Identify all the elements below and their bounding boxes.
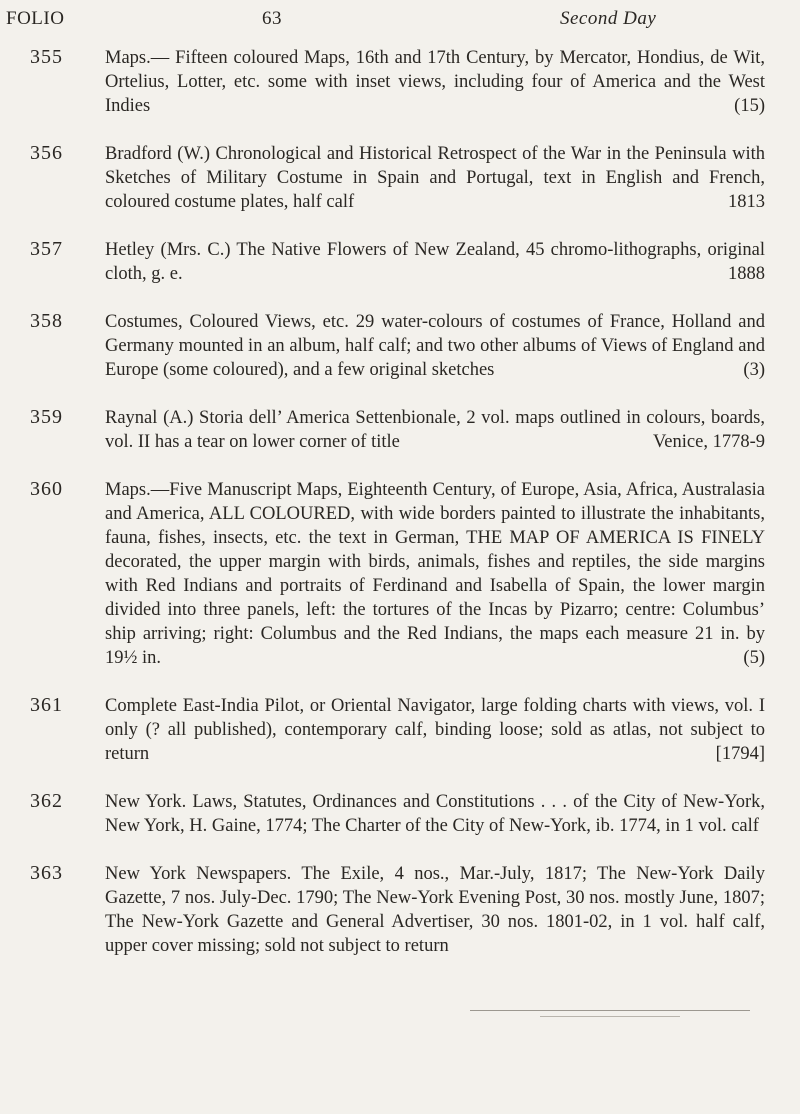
lot-entry (0, 478, 800, 670)
lot-description (105, 142, 765, 214)
lot-list (0, 46, 800, 982)
lot-number: 360 (30, 478, 63, 500)
lot-text: Raynal (A.) Storia dell’ America Settenbionale, 2 vol. maps outlined in colours, boards, vol. II has a tear on lower corner of title (105, 408, 765, 452)
lot-number: 358 (30, 310, 63, 332)
lot-date: (15) (734, 96, 765, 116)
lot-text: New York Newspapers. The Exile, 4 nos., Mar.-July, 1817; The New-York Daily Gazette, 7 nos. July-Dec. 1790; The New-York Evening Post, 30 nos. mostly June, 1807; The New-York Gazette and General Advertiser, 30 nos. 1801-02, in 1 vol. half calf, upper cover missing; sold not subject to return (105, 864, 765, 956)
lot-text: Hetley (Mrs. C.) The Native Flowers of New Zealand, 45 chromo-lithographs, original cloth, g. e. (105, 240, 765, 284)
page-header (0, 8, 800, 38)
end-rule (470, 1010, 750, 1011)
lot-entry (0, 310, 800, 382)
lot-entry (0, 238, 800, 286)
lot-description (105, 406, 765, 454)
lot-number: 359 (30, 406, 63, 428)
lot-number: 356 (30, 142, 63, 164)
lot-description (105, 862, 765, 958)
lot-entry (0, 406, 800, 454)
lot-date: [1794] (715, 744, 765, 764)
lot-text: Maps.— Fifteen coloured Maps, 16th and 17th Century, by Mercator, Hondius, de Wit, Ortelius, Lotter, etc. some with inset views, including four of America and the West Indies (105, 48, 765, 116)
lot-text: Costumes, Coloured Views, etc. 29 water-colours of costumes of France, Holland and Germany mounted in an album, half calf; and two other albums of Views of England and Europe (some coloured), and a few original sketches (105, 312, 765, 380)
lot-text: New York. Laws, Statutes, Ordinances and Constitutions . . . of the City of New-York, New York, H. Gaine, 1774; The Charter of the City of New-York, ib. 1774, in 1 vol. calf (105, 792, 765, 836)
lot-description (105, 238, 765, 286)
lot-number: 361 (30, 694, 63, 716)
lot-entry (0, 46, 800, 118)
lot-number: 357 (30, 238, 63, 260)
page-number: 63 (262, 8, 282, 29)
lot-number: 363 (30, 862, 63, 884)
lot-description (105, 310, 765, 382)
lot-description (105, 694, 765, 766)
lot-date: 1813 (728, 192, 765, 212)
lot-date: (5) (743, 648, 765, 668)
lot-entry (0, 862, 800, 958)
lot-entry (0, 790, 800, 838)
lot-text: Maps.—Five Manuscript Maps, Eighteenth Century, of Europe, Asia, Africa, Australasia and America, ALL COLOURED, with wide borders painted to illustrate the inhabitants, fauna, fishes, insects, etc. the text in German, THE MAP OF AMERICA IS FINELY decorated, the upper margin with birds, animals, fishes and reptiles, the side margins with Red Indians and portraits of Ferdinand and Isabella of Spain, the lower margin divided into three panels, left: the tortures of the Incas by Pizarro; centre: Columbus’ ship arriving; right: Columbus and the Red Indians, the maps each measure 21 in. by 19½ in. (105, 480, 765, 668)
end-rule-short (540, 1016, 680, 1017)
lot-date: (3) (743, 360, 765, 380)
lot-text: Bradford (W.) Chronological and Historical Retrospect of the War in the Peninsula with Sketches of Military Costume in Spain and Portugal, text in English and French, coloured costume plates, half calf (105, 144, 765, 212)
lot-description (105, 46, 765, 118)
lot-date: 1888 (728, 264, 765, 284)
lot-description (105, 478, 765, 670)
lot-entry (0, 694, 800, 766)
lot-number: 362 (30, 790, 63, 812)
sale-day: Second Day (560, 8, 657, 29)
lot-text: Complete East-India Pilot, or Oriental Navigator, large folding charts with views, vol. I only (? all published), contemporary calf, binding loose; sold as atlas, not subject to return (105, 696, 765, 764)
lot-date: Venice, 1778-9 (653, 432, 765, 452)
lot-number: 355 (30, 46, 63, 68)
folio-label: FOLIO (6, 8, 65, 29)
lot-entry (0, 142, 800, 214)
lot-description (105, 790, 765, 838)
